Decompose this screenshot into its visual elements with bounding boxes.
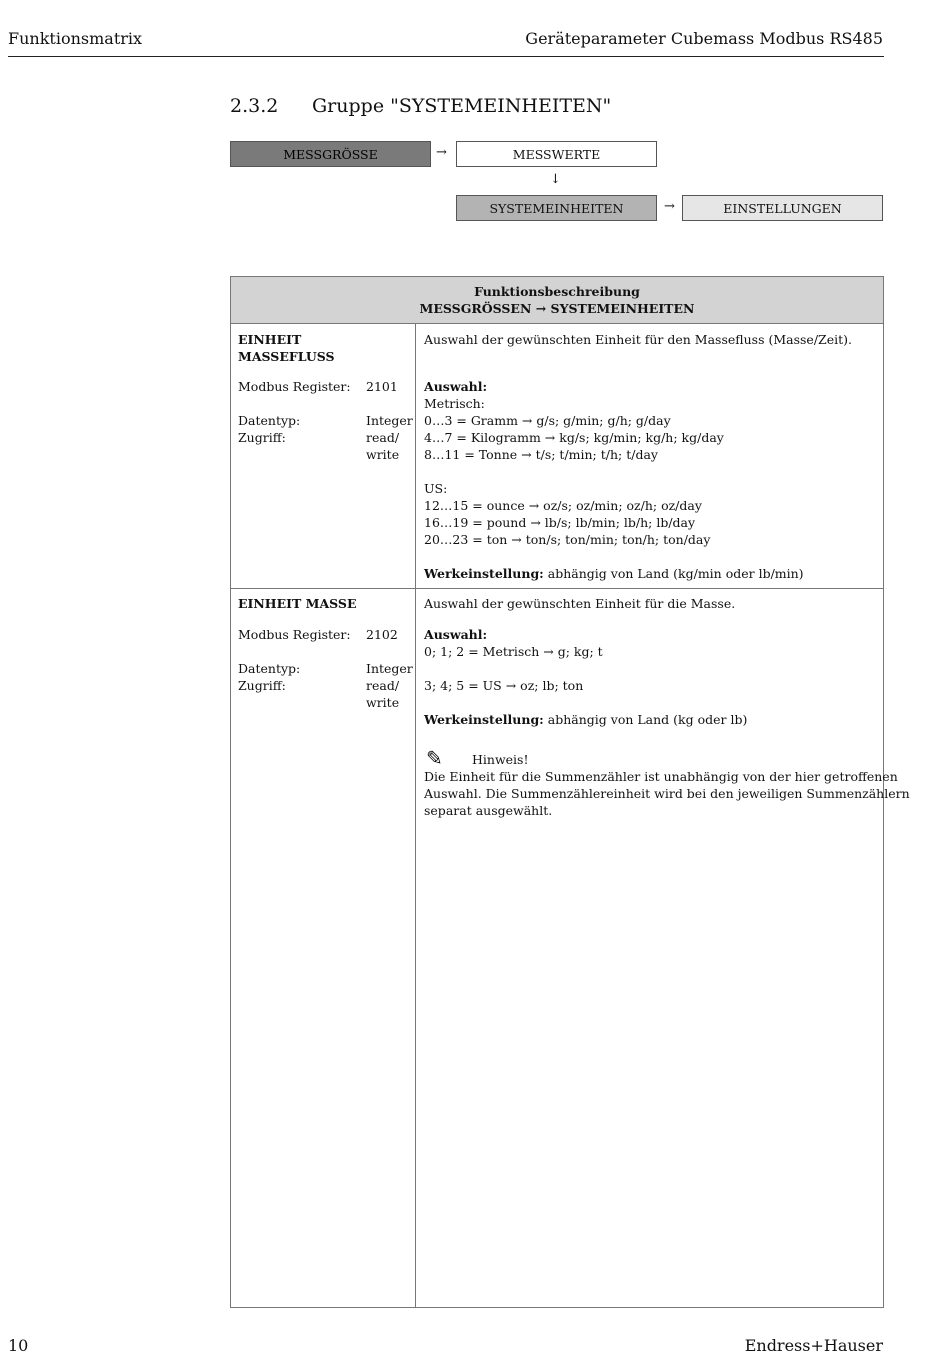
flow-box-systemeinheiten: SYSTEMEINHEITEN bbox=[456, 195, 657, 221]
row1-register-value: 2101 bbox=[366, 379, 398, 394]
column-divider bbox=[415, 324, 416, 1307]
table-header-line2: MESSGRÖSSEN → SYSTEMEINHEITEN bbox=[419, 301, 695, 316]
header-rule bbox=[8, 56, 884, 57]
row-divider bbox=[231, 588, 883, 589]
row1-us-label: US: bbox=[424, 481, 448, 496]
header-left: Funktionsmatrix bbox=[8, 29, 143, 48]
row1-default bbox=[424, 565, 804, 582]
row1-access-value1: read/ bbox=[366, 430, 400, 445]
row1-metric-label: Metrisch: bbox=[424, 396, 485, 411]
header-right: Geräteparameter Cubemass Modbus RS485 bbox=[525, 29, 883, 48]
arrow-down-icon: ↓ bbox=[550, 172, 561, 187]
row1-choice-label: Auswahl: bbox=[424, 379, 488, 394]
row2-name: EINHEIT MASSE bbox=[238, 596, 357, 611]
arrow-right-icon: → bbox=[436, 145, 447, 160]
row1-register-label: Modbus Register: bbox=[238, 379, 351, 394]
row2-datatype-value: Integer bbox=[366, 661, 413, 676]
function-table bbox=[230, 276, 910, 1308]
footer-brand: Endress+Hauser bbox=[744, 1336, 883, 1355]
row2-note-line1: Die Einheit für die Summenzähler ist unabhängig von der hier getroffenen bbox=[424, 769, 898, 784]
row1-metric2: 4…7 = Kilogramm → kg/s; kg/min; kg/h; kg/day bbox=[424, 430, 724, 445]
row1-us2: 16…19 = pound → lb/s; lb/min; lb/h; lb/day bbox=[424, 515, 696, 530]
section-number: 2.3.2 bbox=[230, 95, 279, 117]
row2-access-value1: read/ bbox=[366, 678, 400, 693]
row1-default-value: abhängig von Land (kg/min oder lb/min) bbox=[543, 566, 804, 581]
row2-choice-label: Auswahl: bbox=[424, 627, 488, 642]
row2-datatype-label: Datentyp: bbox=[238, 661, 301, 676]
row1-name-line1: EINHEIT bbox=[238, 332, 302, 347]
row2-metric: 0; 1; 2 = Metrisch → g; kg; t bbox=[424, 644, 603, 659]
row1-access-label: Zugriff: bbox=[238, 430, 286, 445]
section-title: Gruppe "SYSTEMEINHEITEN" bbox=[312, 95, 612, 117]
row1-datatype-value: Integer bbox=[366, 413, 413, 428]
row1-metric3: 8…11 = Tonne → t/s; t/min; t/h; t/day bbox=[424, 447, 658, 462]
row1-us3: 20…23 = ton → ton/s; ton/min; ton/h; ton/day bbox=[424, 532, 711, 547]
row1-metric1: 0…3 = Gramm → g/s; g/min; g/h; g/day bbox=[424, 413, 671, 428]
row1-default-label: Werkeinstellung: bbox=[424, 566, 544, 581]
row1-description: Auswahl der gewünschten Einheit für den Massefluss (Masse/Zeit). bbox=[424, 332, 852, 347]
row1-us1: 12…15 = ounce → oz/s; oz/min; oz/h; oz/day bbox=[424, 498, 702, 513]
row2-note-label: Hinweis! bbox=[472, 752, 529, 767]
pencil-icon: ✎ bbox=[426, 746, 443, 770]
page-number: 10 bbox=[8, 1336, 29, 1355]
row1-access-value2: write bbox=[366, 447, 400, 462]
section-heading bbox=[230, 95, 611, 117]
row2-register-label: Modbus Register: bbox=[238, 627, 351, 642]
row2-default bbox=[424, 711, 747, 728]
row2-note-line2: Auswahl. Die Summenzählereinheit wird bei den jeweiligen Summenzählern bbox=[424, 786, 910, 801]
row1-datatype-label: Datentyp: bbox=[238, 413, 301, 428]
table-header bbox=[231, 277, 883, 324]
row2-description: Auswahl der gewünschten Einheit für die Masse. bbox=[424, 596, 736, 611]
row2-default-label: Werkeinstellung: bbox=[424, 712, 544, 727]
row2-note-line3: separat ausgewählt. bbox=[424, 803, 553, 818]
row2-register-value: 2102 bbox=[366, 627, 398, 642]
flow-box-messgroesse: MESSGRÖSSE bbox=[230, 141, 431, 167]
flow-box-einstellungen: EINSTELLUNGEN bbox=[682, 195, 883, 221]
row2-access-value2: write bbox=[366, 695, 400, 710]
flow-box-messwerte: MESSWERTE bbox=[456, 141, 657, 167]
row2-default-value: abhängig von Land (kg oder lb) bbox=[543, 712, 748, 727]
row2-access-label: Zugriff: bbox=[238, 678, 286, 693]
arrow-right-icon: → bbox=[664, 199, 675, 214]
table-header-line1: Funktionsbeschreibung bbox=[474, 284, 640, 299]
row2-us: 3; 4; 5 = US → oz; lb; ton bbox=[424, 678, 584, 693]
row1-name-line2: MASSEFLUSS bbox=[238, 349, 335, 364]
